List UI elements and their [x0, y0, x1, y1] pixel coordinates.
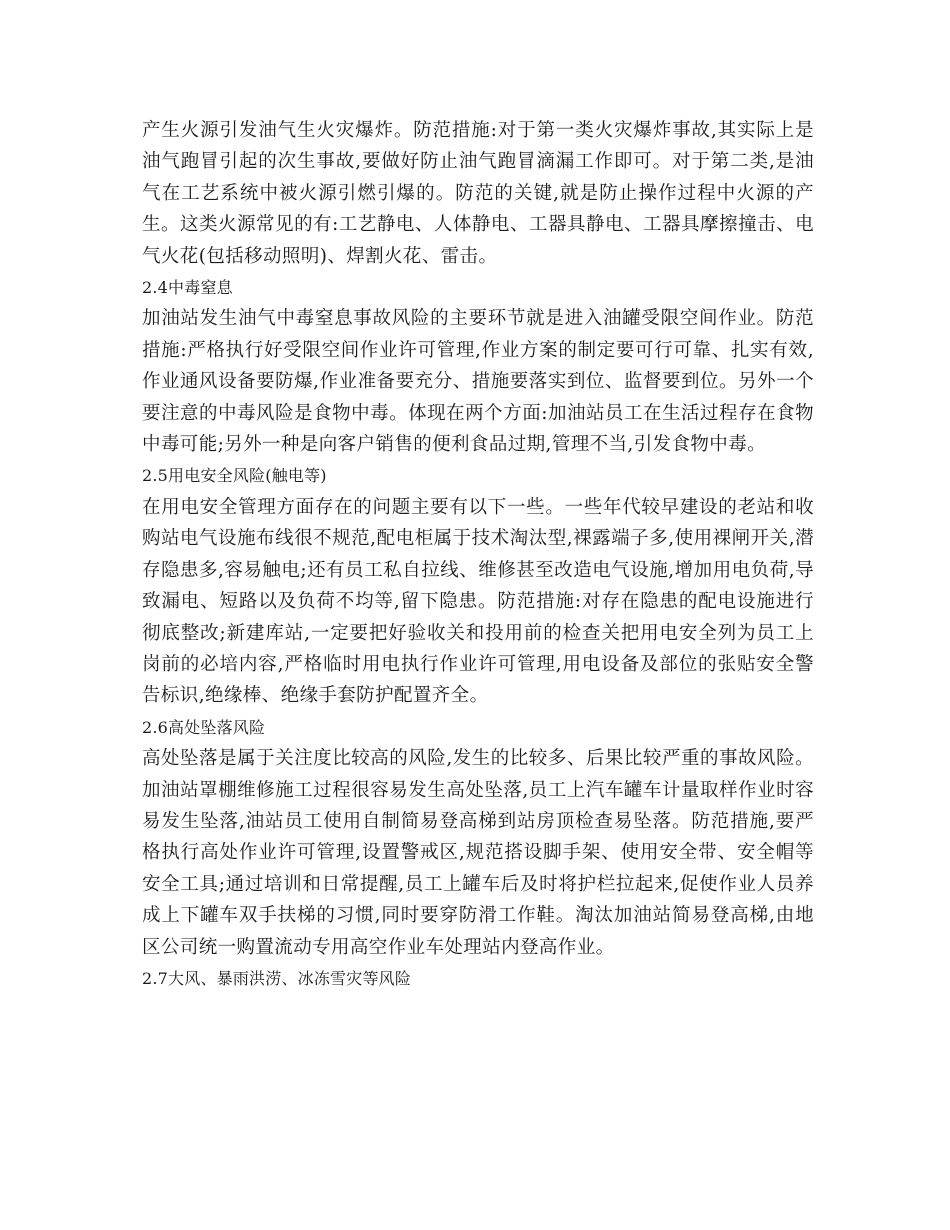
section-heading-2-5: 2.5用电安全风险(触电等) [142, 466, 327, 486]
section-heading-2-4: 2.4中毒窒息 [142, 278, 233, 298]
paragraph-fire-explosion-prevention: 产生火源引发油气生火灾爆炸。防范措施:对于第一类火灾爆炸事故,其实际上是油气跑冒引起的次生事故,要做好防止油气跑冒滴漏工作即可。对于第二类,是油气在工艺系统中被火源引燃引爆的。防范的关键,就是防止操作过程中火源的产生。这类火源常见的有:工艺静电、人体静电、工器具静电、工器具摩擦撞击、电气火花(包括移动照明)、焊割火花、雷击。 [142, 120, 814, 267]
section-heading-2-7: 2.7大风、暴雨洪涝、冰冻雪灾等风险 [142, 968, 412, 988]
paragraph-fall-from-height: 高处坠落是属于关注度比较高的风险,发生的比较多、后果比较严重的事故风险。加油站罩棚维修施工过程很容易发生高处坠落,员工上汽车罐车计量取样作业时容易发生坠落,油站员工使用自制简易登高梯到站房顶检查易坠落。防范措施,要严格执行高处作业许可管理,设置警戒区,规范搭设脚手架、使用安全带、安全帽等安全工具;通过培训和日常提醒,员工上罐车后及时将护栏拉起来,促使作业人员养成上下罐车双手扶梯的习惯,同时要穿防滑工作鞋。淘汰加油站简易登高梯,由地区公司统一购置流动专用高空作业车处理站内登高作业。 [142, 748, 814, 958]
paragraph-poisoning-suffocation: 加油站发生油气中毒窒息事故风险的主要环节就是进入油罐受限空间作业。防范措施:严格执行好受限空间作业许可管理,作业方案的制定要可行可靠、扎实有效,作业通风设备要防爆,作业准备要充分、措施要落实到位、监督要到位。另外一个要注意的中毒风险是食物中毒。体现在两个方面:加油站员工在生活过程存在食物中毒可能;另外一种是向客户销售的便利食品过期,管理不当,引发食物中毒。 [142, 308, 814, 456]
paragraph-electrical-safety: 在用电安全管理方面存在的问题主要有以下一些。一些年代较早建设的老站和收购站电气设施布线很不规范,配电柜属于技术淘汰型,裸露端子多,使用裸闸开关,潜存隐患多,容易触电;还有员工私自拉线、维修甚至改造电气设施,增加用电负荷,导致漏电、短路以及负荷不均等,留下隐患。防范措施:对存在隐患的配电设施进行彻底整改;新建库站,一定要把好验收关和投用前的检查关把用电安全列为员工上岗前的必培内容,严格临时用电执行作业许可管理,用电设备及部位的张贴安全警告标识,绝缘棒、绝缘手套防护配置齐全。 [142, 496, 814, 707]
section-heading-2-6: 2.6高处坠落风险 [142, 717, 266, 737]
document-page [142, 115, 814, 994]
